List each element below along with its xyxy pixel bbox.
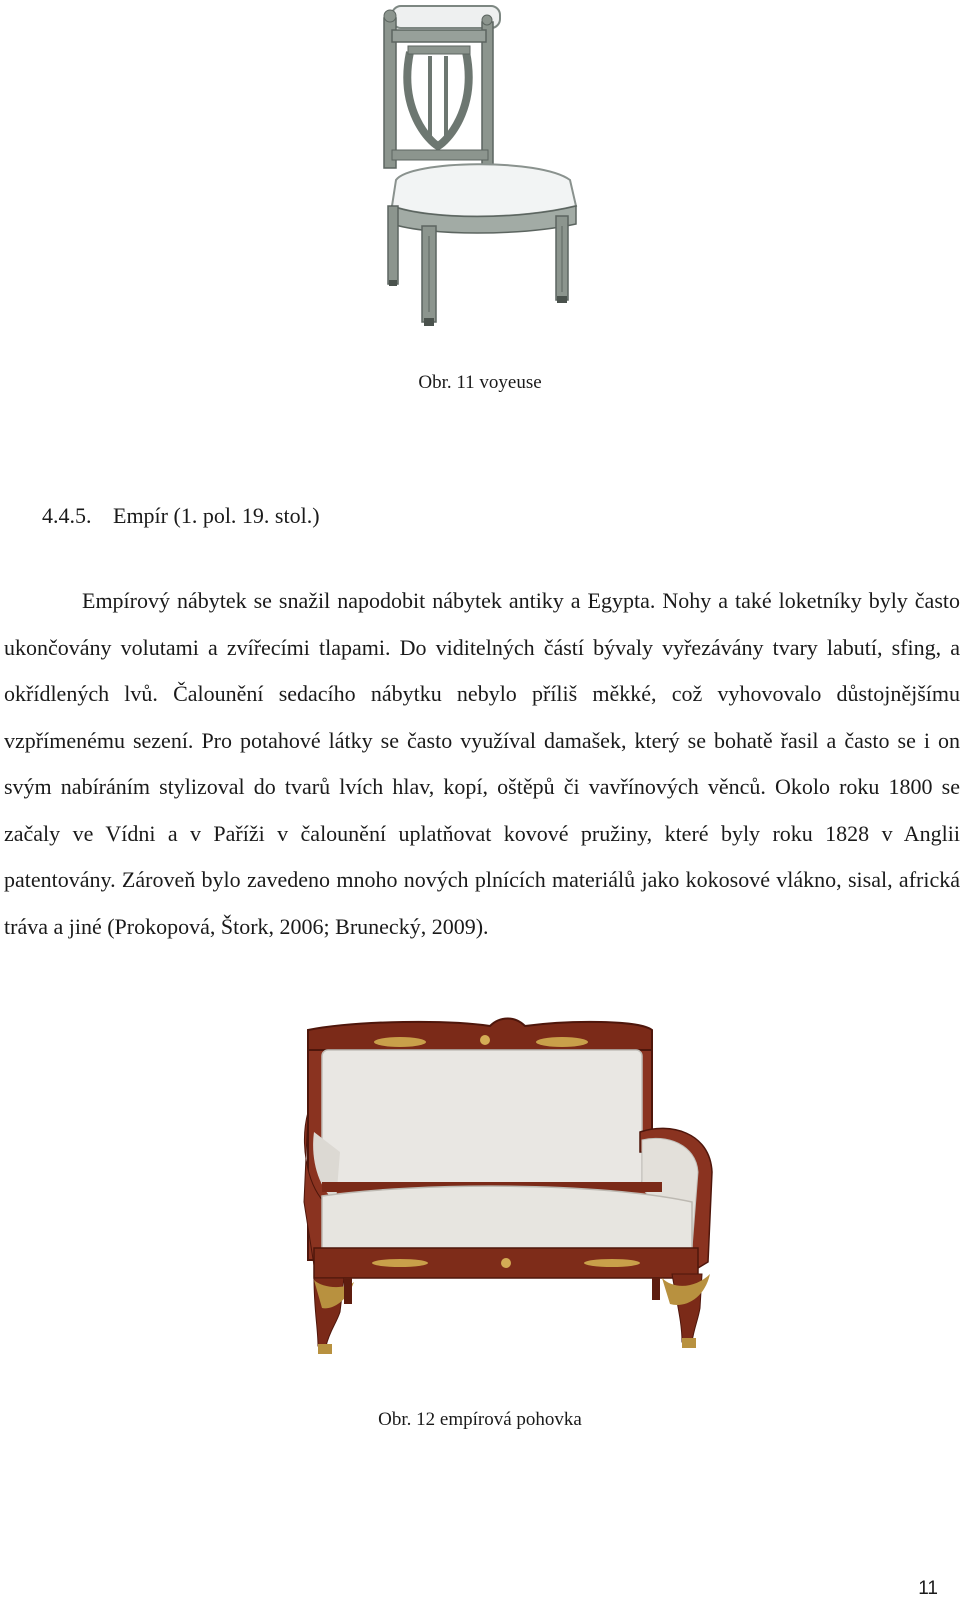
section-heading [42,503,320,529]
section-title: Empír (1. pol. 19. stol.) [113,503,320,528]
section-number: 4.4.5. [42,503,92,528]
empire-sofa-image [300,1012,720,1372]
body-paragraph: Empírový nábytek se snažil napodobit nábytek antiky a Egypta. Nohy a také loketníky byly často ukončovány volutami a zvířecími tlapami. Do viditelných částí bývaly vyřezávány tvary labutí, sfing, a okřídlených lvů. Čalounění sedacího nábytku nebylo příliš měkké, což vyhovovalo důstojnějšímu vzpřímenému sezení. Pro potahové látky se často využíval damašek, který se bohatě řasil a často se i on svým nabíráním stylizoval do tvarů lvích hlav, kopí, oštěpů či vavřínových věnců. Okolo roku 1800 se začaly ve Vídni a v Paříži v čalounění uplatňovat kovové pružiny, které byly roku 1828 v Anglii patentovány. Zároveň bylo zavedeno mnoho nových plnících materiálů jako kokosové vlákno, sisal, africká tráva a jiné (Prokopová, Štork, 2006; Brunecký, 2009). [4,588,960,939]
figure-12-caption: Obr. 12 empírová pohovka [378,1409,582,1430]
voyeuse-chair-image [370,0,590,340]
figure-11-caption: Obr. 11 voyeuse [418,372,542,393]
page-number: 11 [918,1578,938,1599]
